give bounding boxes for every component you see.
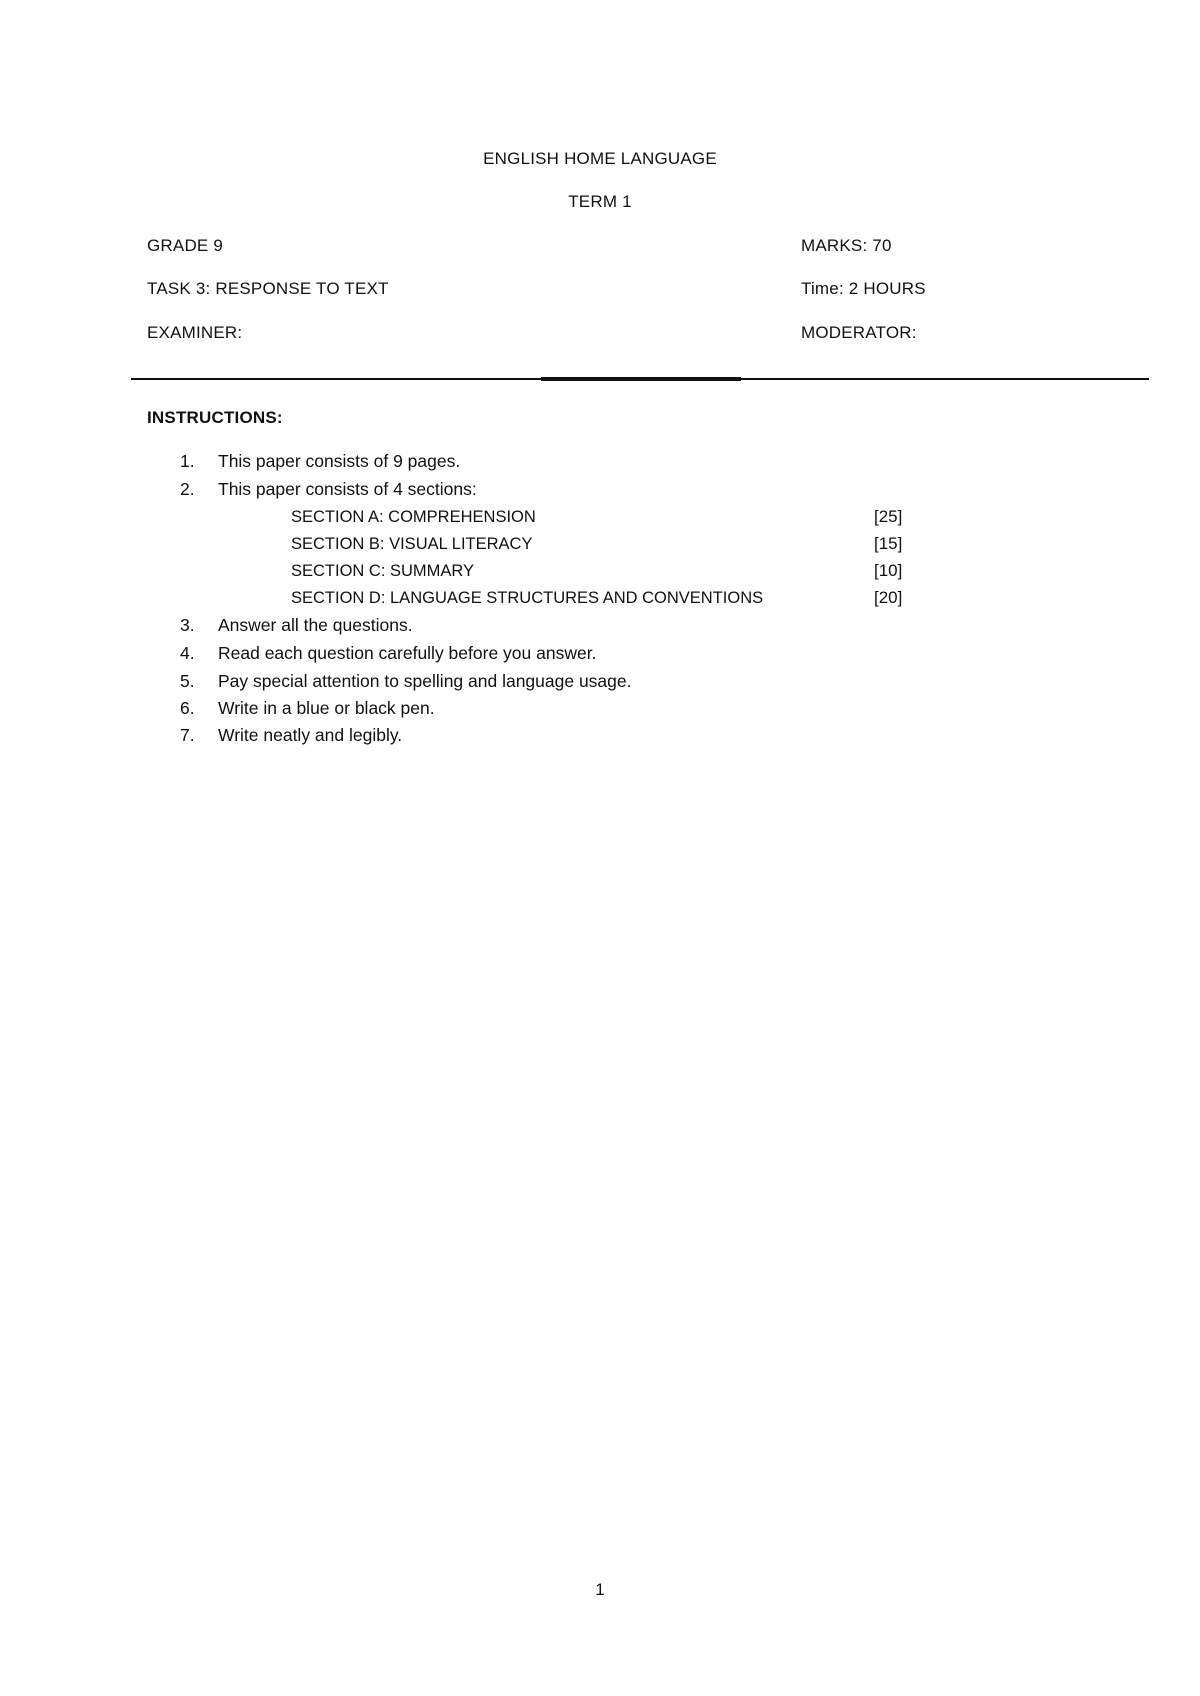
list-item-number: 5. — [180, 671, 195, 691]
section-a-marks: [25] — [874, 507, 903, 526]
term-label: TERM 1 — [568, 192, 632, 211]
moderator-label: MODERATOR: — [801, 323, 917, 342]
marks-label: MARKS: 70 — [801, 236, 892, 255]
header-divider-thick-segment — [541, 377, 741, 381]
list-item-number: 3. — [180, 615, 195, 635]
section-d-marks: [20] — [874, 588, 903, 607]
instructions-title: INSTRUCTIONS: — [147, 408, 283, 427]
list-item-text: This paper consists of 9 pages. — [218, 451, 461, 471]
list-item — [180, 725, 402, 746]
task-label: TASK 3: RESPONSE TO TEXT — [147, 279, 389, 298]
list-item-text: Pay special attention to spelling and language usage. — [218, 671, 632, 691]
list-item — [180, 615, 413, 636]
time-label: Time: 2 HOURS — [801, 279, 926, 298]
list-item-number: 4. — [180, 643, 195, 663]
subject-title: ENGLISH HOME LANGUAGE — [483, 149, 717, 168]
section-c-marks: [10] — [874, 561, 903, 580]
list-item-text: Write neatly and legibly. — [218, 725, 403, 745]
list-item-text: Read each question carefully before you answer. — [218, 643, 597, 663]
section-d-name: SECTION D: LANGUAGE STRUCTURES AND CONVENTIONS — [291, 589, 764, 607]
list-item-text: Write in a blue or black pen. — [218, 698, 435, 718]
list-item — [180, 671, 632, 692]
section-b-name: SECTION B: VISUAL LITERACY — [291, 535, 533, 553]
section-a-name: SECTION A: COMPREHENSION — [291, 508, 536, 526]
list-item — [180, 451, 460, 472]
list-item — [180, 698, 435, 719]
section-c-name: SECTION C: SUMMARY — [291, 562, 475, 580]
section-b-marks: [15] — [874, 534, 903, 553]
list-item-number: 6. — [180, 698, 195, 718]
list-item — [180, 643, 596, 664]
list-item-number: 1. — [180, 451, 195, 471]
page-number: 1 — [595, 1580, 605, 1599]
list-item-text: Answer all the questions. — [218, 615, 413, 635]
grade-label: GRADE 9 — [147, 236, 224, 255]
list-item-number: 2. — [180, 479, 195, 499]
list-item-number: 7. — [180, 725, 195, 745]
list-item-text: This paper consists of 4 sections: — [218, 479, 477, 499]
examiner-label: EXAMINER: — [147, 323, 243, 342]
list-item — [180, 479, 477, 500]
